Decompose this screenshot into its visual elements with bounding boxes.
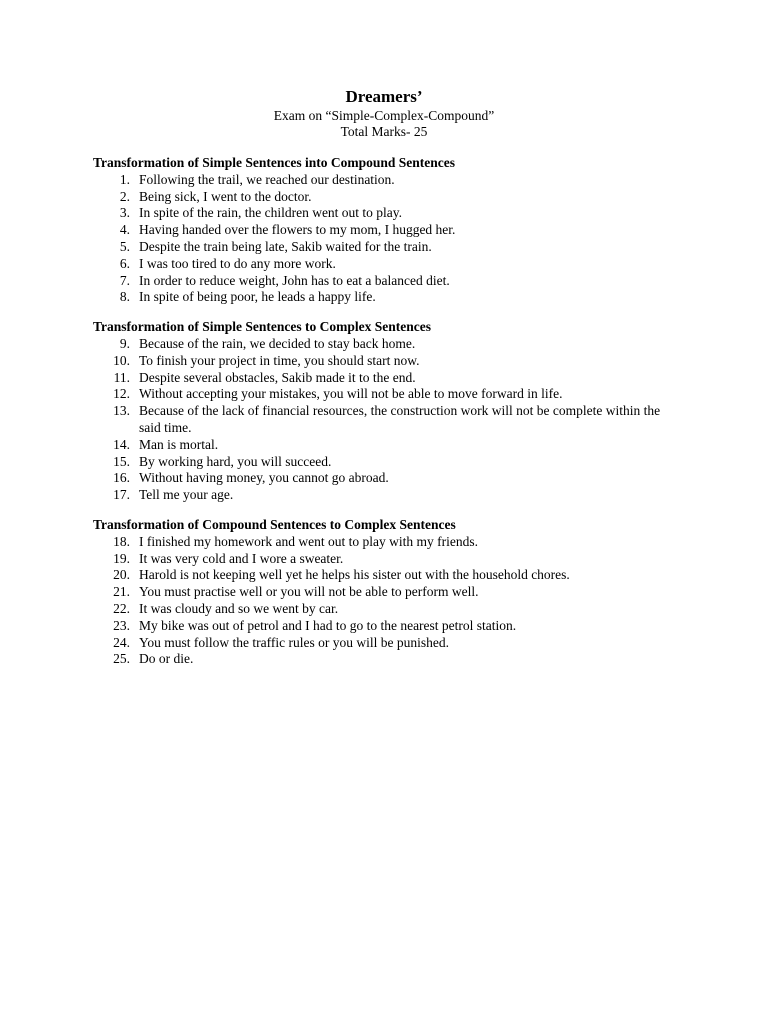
- question-section: [93, 517, 683, 668]
- question-item: [93, 256, 683, 273]
- question-text: Harold is not keeping well yet he helps his sister out with the household chores.: [139, 567, 570, 583]
- question-number: 9.: [119, 335, 130, 351]
- question-number: 22.: [113, 600, 130, 616]
- question-text: It was cloudy and so we went by car.: [139, 600, 339, 616]
- question-item: [93, 172, 683, 189]
- document-title: Dreamers’: [345, 87, 423, 106]
- document-header: [0, 86, 768, 140]
- question-item: [93, 651, 683, 668]
- question-number: 7.: [119, 272, 130, 288]
- question-number: 8.: [119, 289, 130, 305]
- question-text: Despite the train being late, Sakib waited for the train.: [139, 238, 432, 254]
- question-item: [93, 601, 683, 618]
- question-text: In order to reduce weight, John has to eat a balanced diet.: [139, 272, 450, 288]
- question-number: 20.: [113, 567, 130, 583]
- question-text: Do or die.: [139, 651, 194, 667]
- question-number: 11.: [113, 369, 130, 385]
- question-item: [93, 567, 683, 584]
- question-list: [93, 172, 683, 306]
- question-number: 23.: [113, 617, 130, 633]
- question-number: 13.: [113, 403, 130, 419]
- question-number: 16.: [113, 470, 130, 486]
- question-item: [93, 273, 683, 290]
- question-number: 14.: [113, 436, 130, 452]
- question-text: Tell me your age.: [139, 487, 234, 503]
- question-number: 4.: [119, 222, 130, 238]
- section-heading: Transformation of Simple Sentences to Complex Sentences: [93, 319, 431, 335]
- question-number: 17.: [113, 487, 130, 503]
- question-item: [93, 584, 683, 601]
- question-number: 24.: [113, 634, 130, 650]
- question-number: 3.: [119, 205, 130, 221]
- question-text: Without having money, you cannot go abroad.: [139, 470, 389, 486]
- question-item: [93, 403, 683, 437]
- question-number: 15.: [113, 453, 130, 469]
- question-list: [93, 534, 683, 668]
- question-text: I was too tired to do any more work.: [139, 255, 336, 271]
- question-item: [93, 470, 683, 487]
- question-text: Having handed over the flowers to my mom, I hugged her.: [139, 222, 456, 238]
- question-section: [93, 155, 683, 306]
- question-item: [93, 635, 683, 652]
- question-text: It was very cold and I wore a sweater.: [139, 550, 344, 566]
- question-number: 1.: [119, 171, 130, 187]
- question-list: [93, 336, 683, 504]
- question-item: [93, 289, 683, 306]
- question-text: Man is mortal.: [139, 436, 219, 452]
- question-text: In spite of the rain, the children went out to play.: [139, 205, 403, 221]
- questions-content: [93, 155, 683, 681]
- question-text: Following the trail, we reached our destination.: [139, 171, 395, 187]
- question-text: To finish your project in time, you should start now.: [139, 352, 420, 368]
- question-number: 19.: [113, 550, 130, 566]
- question-text: By working hard, you will succeed.: [139, 453, 332, 469]
- question-text: You must practise well or you will not be able to perform well.: [139, 584, 479, 600]
- question-number: 25.: [113, 651, 130, 667]
- question-text: Being sick, I went to the doctor.: [139, 188, 312, 204]
- question-item: [93, 534, 683, 551]
- question-item: [93, 205, 683, 222]
- question-text: In spite of being poor, he leads a happy life.: [139, 289, 376, 305]
- question-number: 5.: [119, 238, 130, 254]
- question-number: 12.: [113, 386, 130, 402]
- question-item: [93, 618, 683, 635]
- question-item: [93, 336, 683, 353]
- question-item: [93, 487, 683, 504]
- question-item: [93, 189, 683, 206]
- question-text: Without accepting your mistakes, you will not be able to move forward in life.: [139, 386, 563, 402]
- question-text: I finished my homework and went out to play with my friends.: [139, 533, 478, 549]
- question-item: [93, 239, 683, 256]
- question-item: [93, 222, 683, 239]
- question-item: [93, 353, 683, 370]
- question-section: [93, 319, 683, 504]
- question-number: 6.: [119, 255, 130, 271]
- question-number: 2.: [119, 188, 130, 204]
- question-item: [93, 551, 683, 568]
- question-text: My bike was out of petrol and I had to go to the nearest petrol station.: [139, 617, 517, 633]
- section-heading: Transformation of Compound Sentences to Complex Sentences: [93, 516, 456, 532]
- question-text: Because of the lack of financial resources, the construction work will not be complete within the said time.: [139, 403, 661, 435]
- section-heading: Transformation of Simple Sentences into Compound Sentences: [93, 155, 456, 170]
- question-number: 10.: [113, 352, 130, 368]
- total-marks: Total Marks- 25: [340, 124, 428, 139]
- question-item: [93, 437, 683, 454]
- exam-subtitle: Exam on “Simple-Complex-Compound”: [273, 108, 495, 123]
- question-number: 18.: [113, 533, 130, 549]
- question-item: [93, 370, 683, 387]
- question-text: Because of the rain, we decided to stay back home.: [139, 335, 416, 351]
- question-text: Despite several obstacles, Sakib made it to the end.: [139, 369, 416, 385]
- question-item: [93, 454, 683, 471]
- question-item: [93, 386, 683, 403]
- question-text: You must follow the traffic rules or you will be punished.: [139, 634, 449, 650]
- question-number: 21.: [113, 584, 130, 600]
